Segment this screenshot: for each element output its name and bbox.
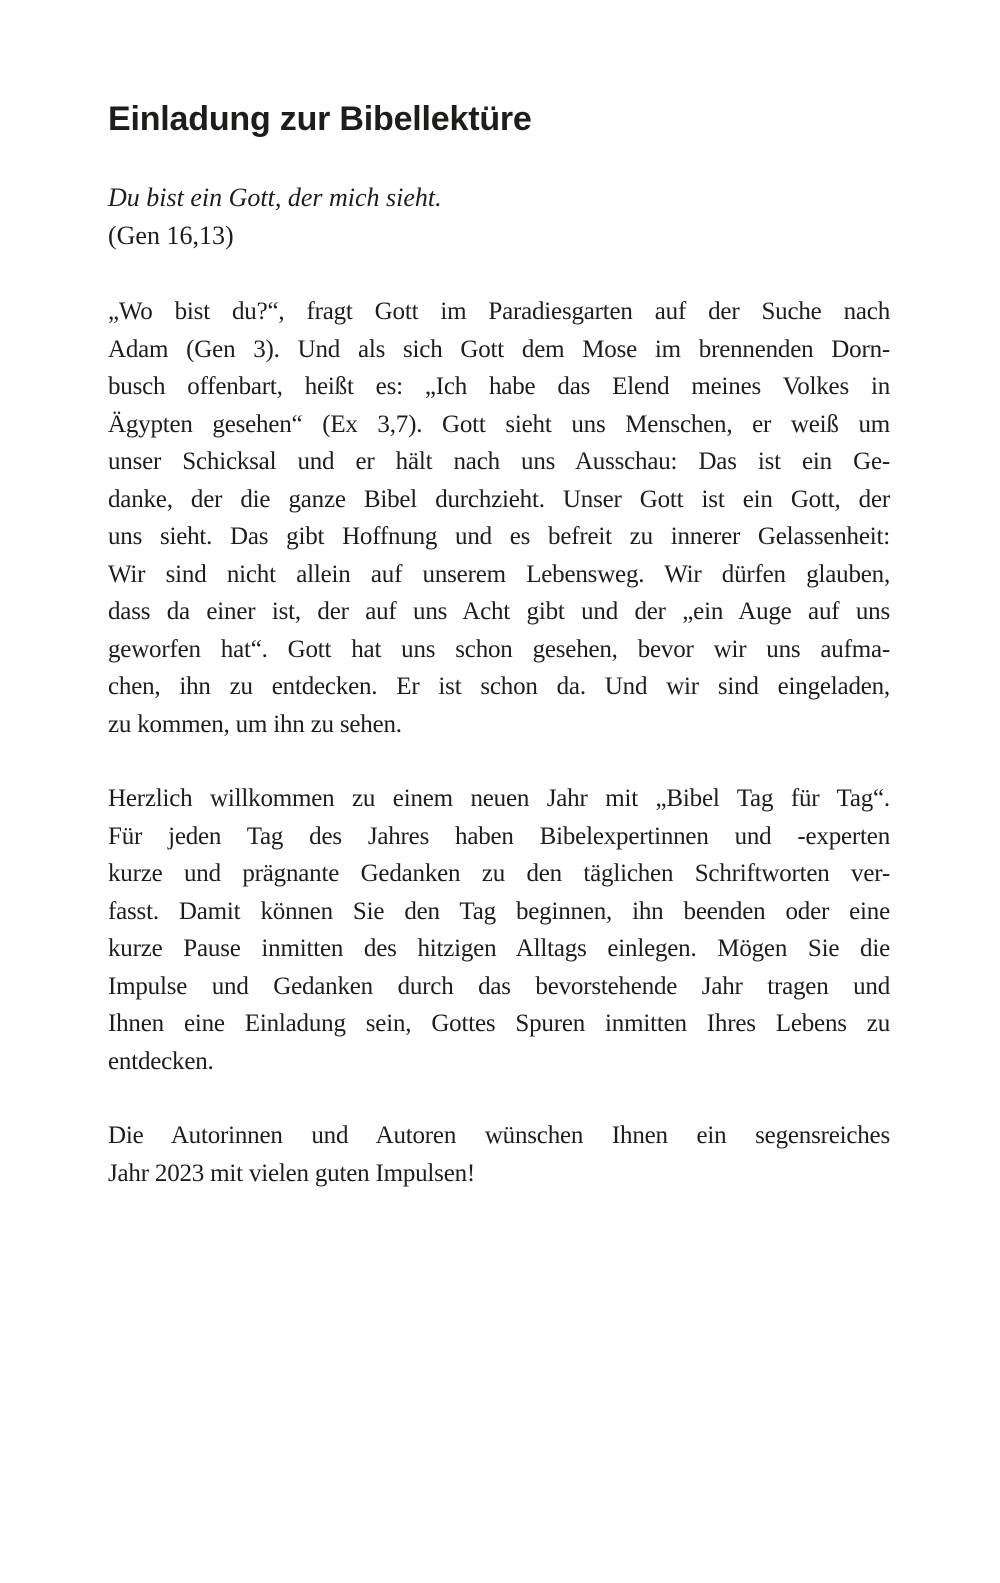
text-line: zu kommen, um ihn zu sehen. [108, 710, 402, 738]
text-line: Ihnen eine Einladung sein, Gottes Spuren inmitten Ihres Lebens zu [108, 1010, 890, 1037]
text-line: kurze und prägnante Gedanken zu den täglichen Schriftworten ver- [108, 860, 890, 887]
text-line: Adam (Gen 3). Und als sich Gott dem Mose im brennenden Dorn- [108, 335, 890, 363]
paragraph [108, 780, 890, 1080]
text-line: unser Schicksal und er hält nach uns Ausschau: Das ist ein Ge- [108, 448, 890, 475]
epigraph [108, 179, 890, 255]
text-line: Ägypten gesehen“ (Ex 3,7). Gott sieht uns Menschen, er weiß um [108, 410, 890, 438]
text-line: fasst. Damit können Sie den Tag beginnen, ihn beenden oder eine [108, 897, 890, 925]
text-line: geworfen hat“. Gott hat uns schon gesehen, bevor wir uns aufma- [108, 635, 890, 663]
text-line: Wir sind nicht allein auf unserem Lebensweg. Wir dürfen glauben, [108, 560, 890, 588]
text-line: busch offenbart, heißt es: „Ich habe das Elend meines Volkes in [108, 373, 890, 400]
text-line: Herzlich willkommen zu einem neuen Jahr mit „Bibel Tag für Tag“. [108, 785, 890, 812]
text-line: kurze Pause inmitten des hitzigen Alltags einlegen. Mögen Sie die [108, 935, 890, 962]
text-line: danke, der die ganze Bibel durchzieht. Unser Gott ist ein Gott, der [108, 485, 890, 513]
epigraph-quote: Du bist ein Gott, der mich sieht. [108, 183, 442, 212]
text-line: chen, ihn zu entdecken. Er ist schon da. Und wir sind eingeladen, [108, 673, 890, 700]
text-line: Die Autorinnen und Autoren wünschen Ihnen ein segensreiches [108, 1122, 890, 1149]
body-text [108, 293, 890, 1192]
epigraph-reference: (Gen 16,13) [108, 221, 234, 250]
paragraph [108, 293, 890, 743]
page-content [108, 97, 890, 1229]
text-line: Jahr 2023 mit vielen guten Impulsen! [108, 1159, 476, 1187]
text-line: Impulse und Gedanken durch das bevorstehende Jahr tragen und [108, 972, 890, 1000]
paragraph [108, 1117, 890, 1192]
text-line: uns sieht. Das gibt Hoffnung und es befreit zu innerer Gelassenheit: [108, 523, 890, 550]
text-line: „Wo bist du?“, fragt Gott im Paradiesgarten auf der Suche nach [108, 298, 890, 325]
text-line: Für jeden Tag des Jahres haben Bibelexpertinnen und -experten [108, 822, 890, 850]
page-title: Einladung zur Bibellektüre [108, 100, 532, 138]
text-line: dass da einer ist, der auf uns Acht gibt und der „ein Auge auf uns [108, 598, 890, 625]
text-line: entdecken. [108, 1047, 214, 1075]
